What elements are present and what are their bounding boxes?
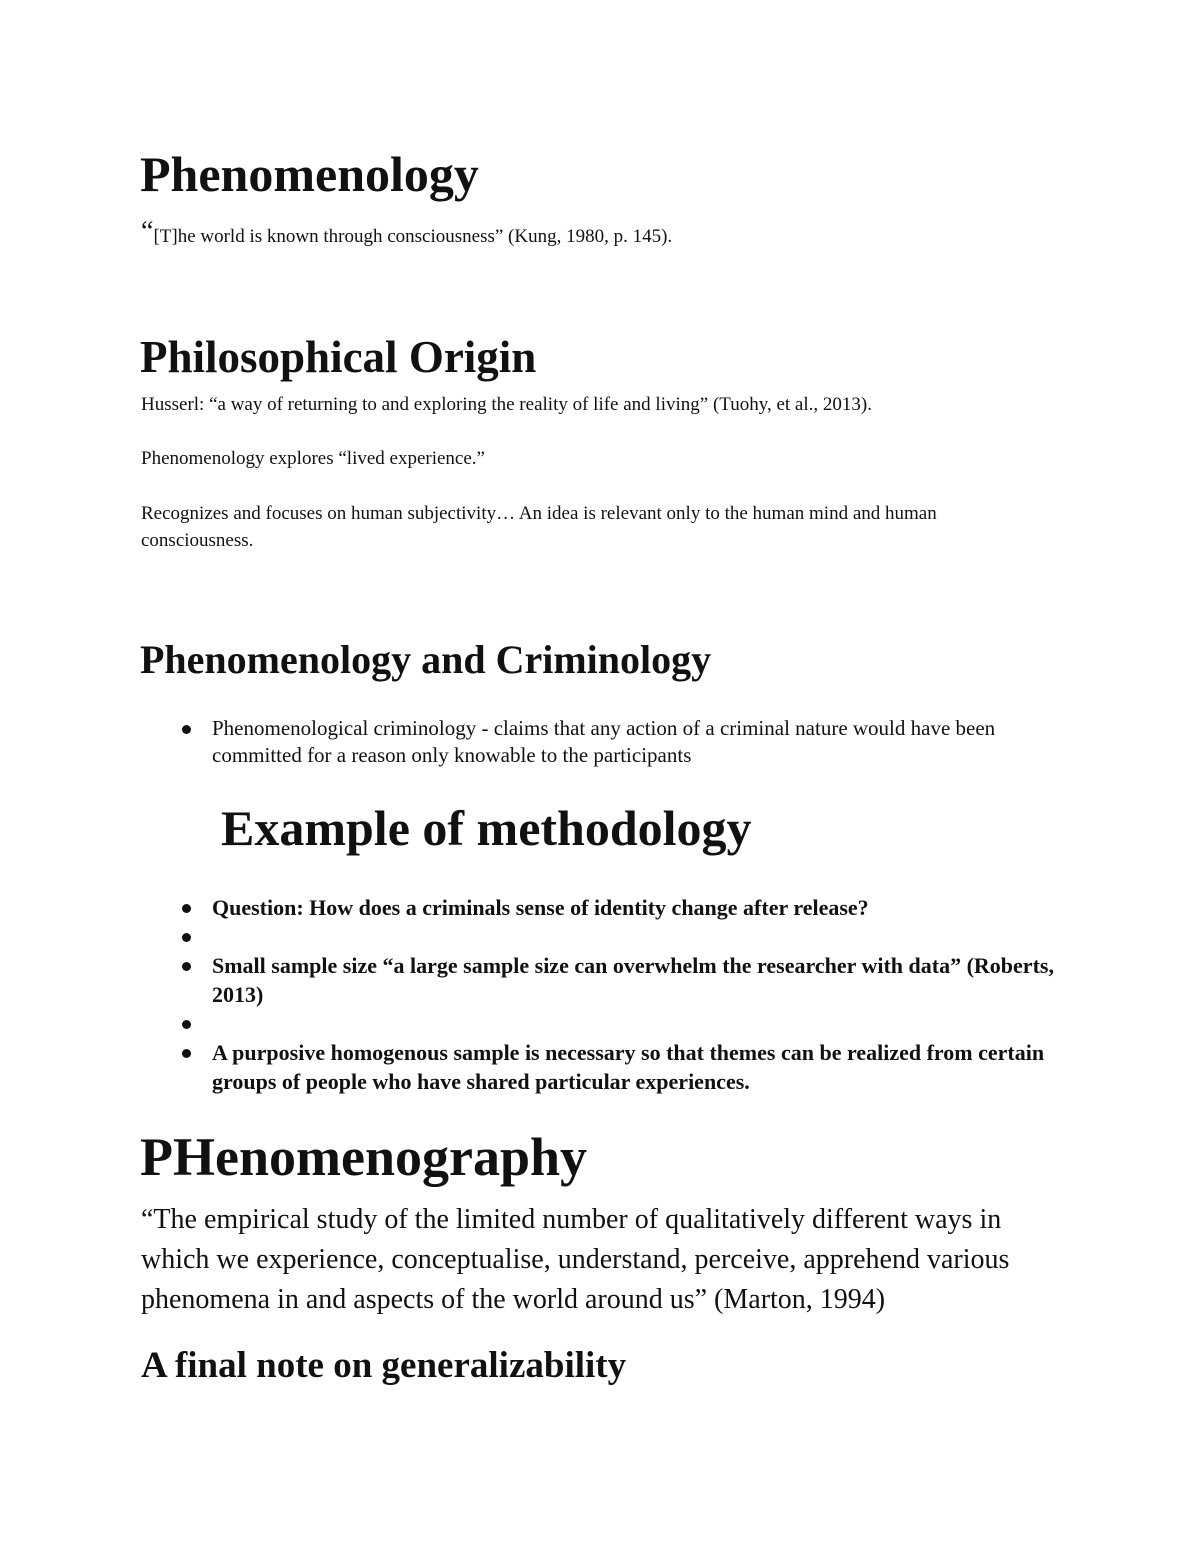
heading-phenomenology: Phenomenology	[140, 146, 479, 202]
methodology-bullet-list	[140, 893, 1060, 1096]
kung-quote	[141, 216, 673, 250]
kung-quote-text: [T]he world is known through consciousness” (Kung, 1980, p. 145).	[153, 226, 673, 247]
bullet-icon	[182, 904, 191, 913]
opening-quote-mark: “	[141, 216, 154, 247]
heading-example-methodology: Example of methodology	[221, 800, 752, 856]
heading-final-note: A final note on generalizability	[141, 1345, 627, 1386]
lived-experience-paragraph: Phenomenology explores “lived experience.”	[141, 448, 485, 469]
heading-philosophical-origin: Philosophical Origin	[140, 332, 537, 382]
criminology-bullet-list	[140, 715, 1060, 769]
list-item-text: A purposive homogenous sample is necessary so that themes can be realized from certain groups of people who have shared particular experiences.	[212, 1040, 1045, 1094]
heading-phenomenography: PHenomenography	[140, 1127, 588, 1187]
list-item-text: Question: How does a criminals sense of identity change after release?	[212, 895, 869, 920]
marton-quote: “The empirical study of the limited number of qualitatively different ways in which we experience, conceptualise, understand, perceive, apprehend various phenomena in and aspects of the world around us” (Marton, 1994)	[141, 1204, 1010, 1315]
list-item-empty	[140, 922, 1060, 951]
bullet-icon	[182, 962, 191, 971]
bullet-icon	[182, 725, 191, 734]
list-item-empty	[140, 1009, 1060, 1038]
subjectivity-paragraph: Recognizes and focuses on human subjectivity… An idea is relevant only to the human mind and human consciousness.	[141, 503, 937, 551]
list-item	[140, 893, 1060, 922]
list-item-text: Small sample size “a large sample size can overwhelm the researcher with data” (Roberts, 2013)	[212, 953, 1054, 1007]
list-item	[140, 1038, 1060, 1096]
heading-phenomenology-criminology: Phenomenology and Criminology	[140, 637, 712, 682]
list-item	[140, 715, 1060, 769]
list-item	[140, 951, 1060, 1009]
list-item-text: Phenomenological criminology - claims that any action of a criminal nature would have been committed for a reason only knowable to the participants	[212, 716, 996, 767]
bullet-icon	[182, 933, 191, 942]
bullet-icon	[182, 1049, 191, 1058]
husserl-paragraph: Husserl: “a way of returning to and exploring the reality of life and living” (Tuohy, et al., 2013).	[141, 394, 872, 415]
bullet-icon	[182, 1020, 191, 1029]
